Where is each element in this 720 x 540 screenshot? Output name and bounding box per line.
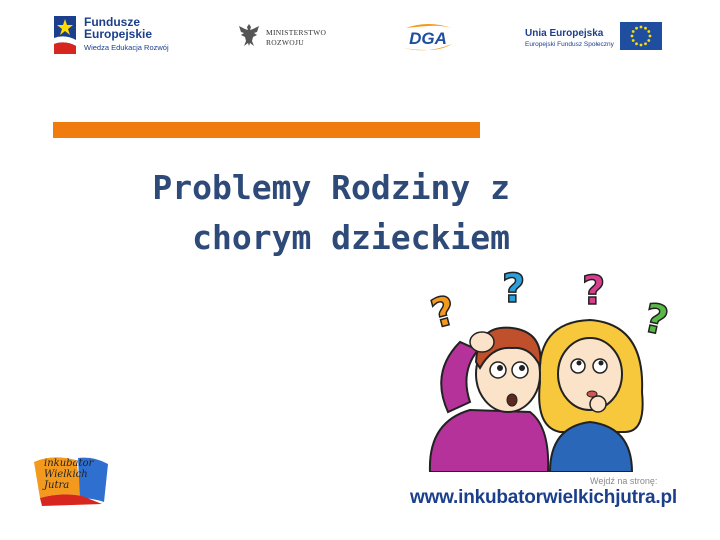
eu-flag-icon: [620, 22, 662, 55]
unia-europejska-logo: [525, 22, 662, 55]
confused-children-illustration: [420, 262, 700, 472]
visit-label: Wejdź na stronę:: [590, 476, 658, 486]
title-line1: Problemy Rodziny z: [152, 168, 510, 207]
fundusze-line2: Europejskie: [84, 27, 153, 41]
website-link[interactable]: www.inkubatorwielkichjutra.pl: [410, 487, 677, 508]
ministerstwo-line2: ROZWOJU: [266, 37, 304, 47]
unia-line2: Europejski Fundusz Społeczny: [525, 40, 614, 48]
dga-mark-icon: [402, 22, 454, 52]
slide-title: [60, 163, 510, 263]
dga-logo: [402, 22, 454, 52]
flag-star-icon: [54, 16, 76, 54]
svg-text:?: ?: [582, 268, 606, 314]
unia-line1: Unia Europejska: [525, 27, 604, 39]
inkubator-logo-text: inkubator Wielkich Jutra: [44, 458, 94, 491]
fundusze-line3: Wiedza Edukacja Rozwój: [84, 43, 169, 52]
ministerstwo-line1: MINISTERSTWO: [266, 27, 327, 37]
svg-text:?: ?: [502, 266, 526, 312]
accent-bar: [53, 122, 480, 138]
svg-text:?: ?: [426, 287, 461, 338]
fundusze-europejskie-logo: [54, 16, 169, 54]
fundusze-line1: Fundusze: [84, 15, 140, 29]
ministerstwo-logo: [238, 22, 326, 53]
dga-text: DGA: [409, 29, 447, 48]
inkubator-logo: [32, 452, 112, 508]
svg-text:?: ?: [639, 295, 673, 346]
logo-bar: [0, 0, 720, 70]
title-line2: chorym dzieckiem: [192, 218, 510, 257]
question-mark-icon: [426, 266, 672, 345]
polish-eagle-icon: [238, 22, 260, 53]
